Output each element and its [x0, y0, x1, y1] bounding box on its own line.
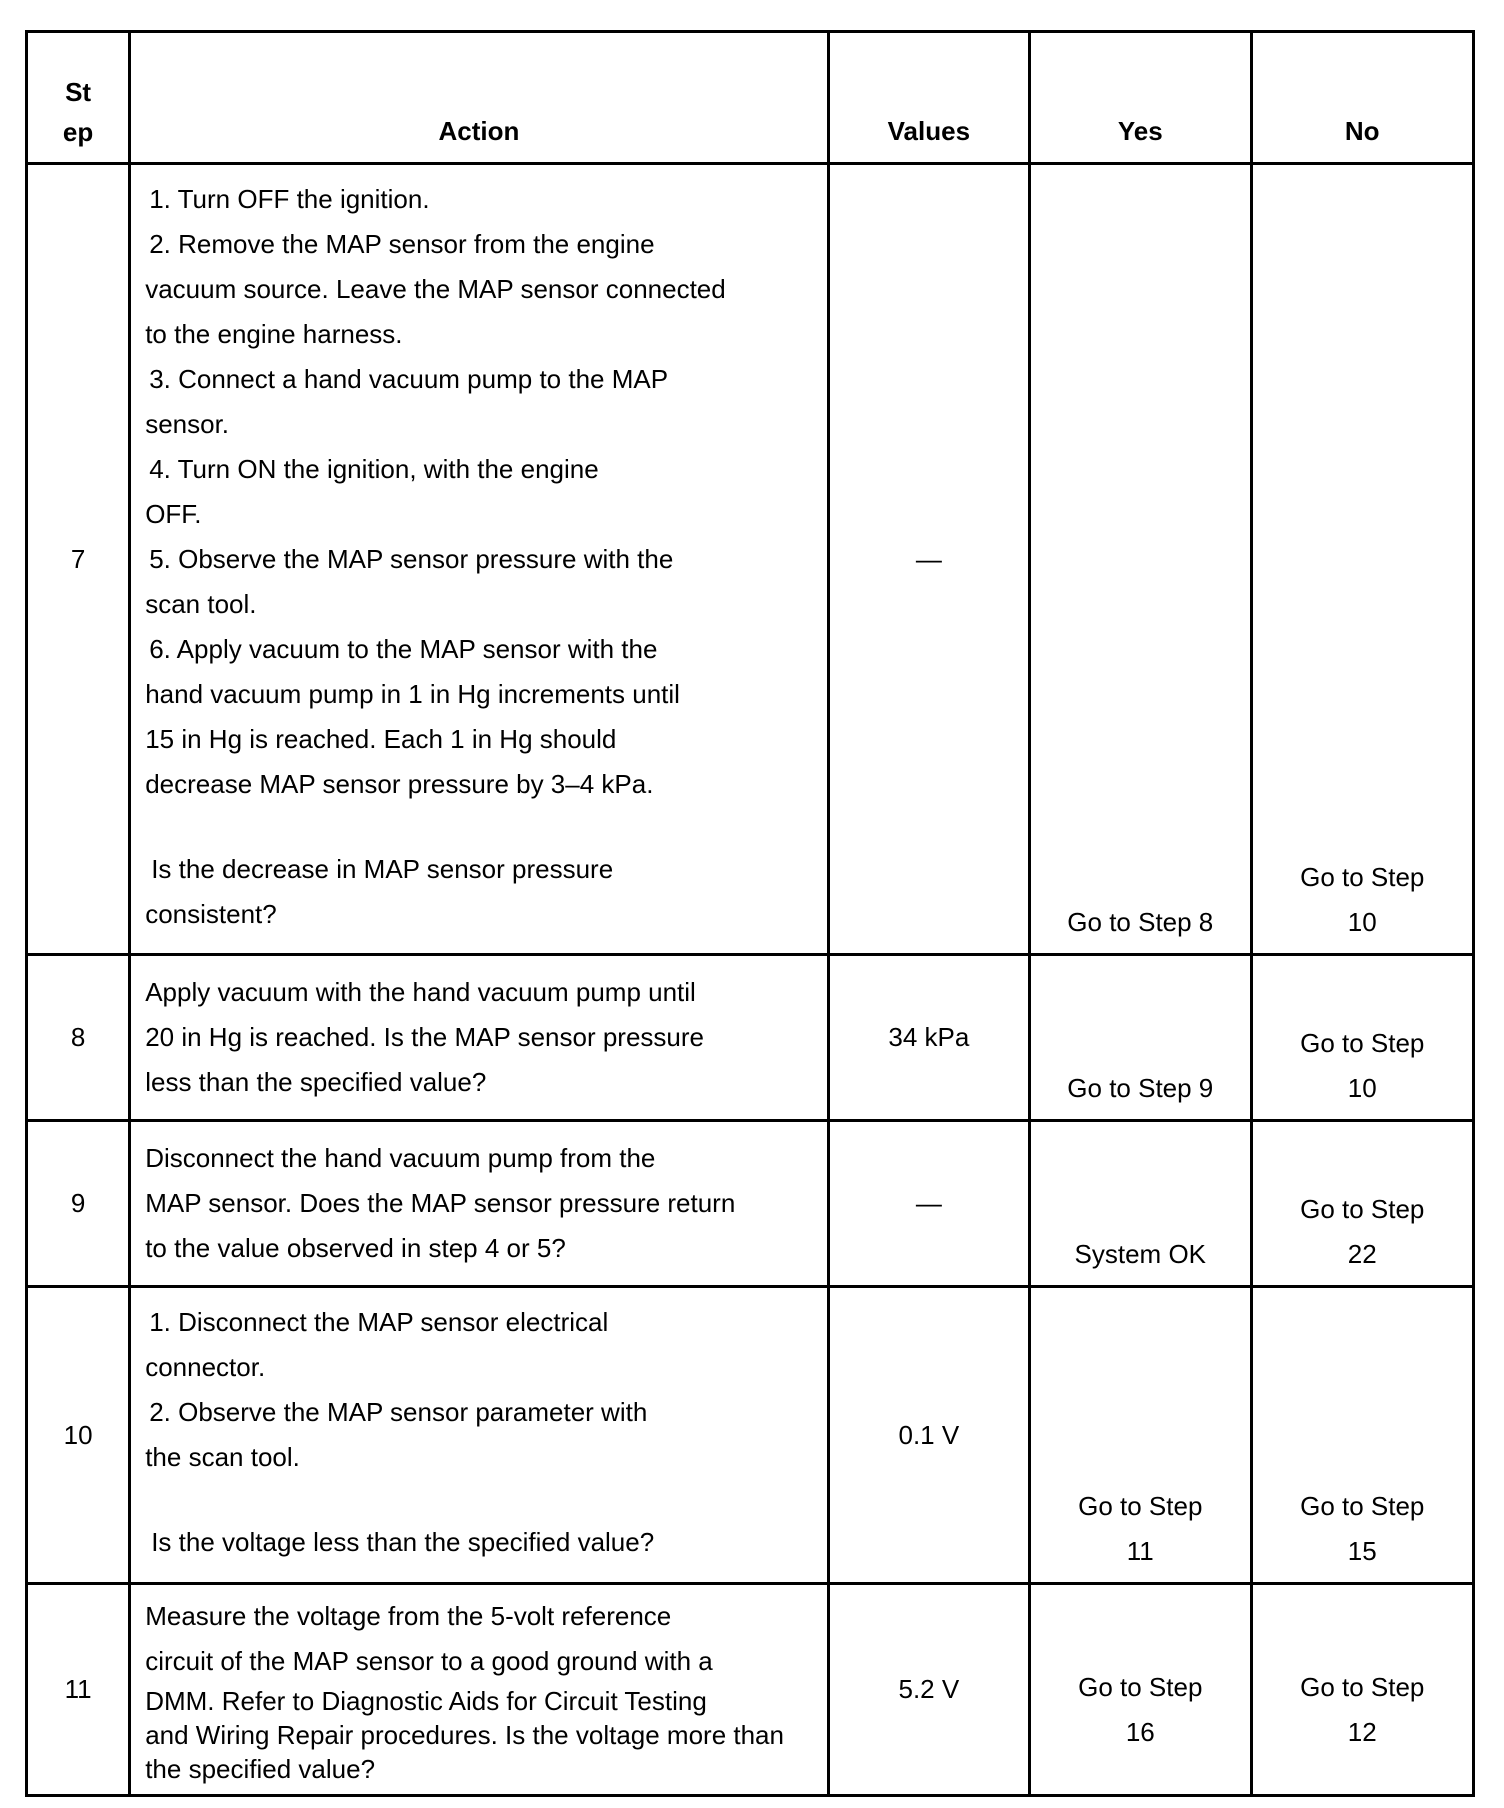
no-line2: 10 — [1347, 1073, 1377, 1103]
action-line: OFF. — [145, 499, 202, 529]
action-cell — [130, 1584, 828, 1796]
header-row — [27, 32, 1474, 164]
diagnostic-table — [25, 30, 1475, 1797]
spacer — [145, 807, 816, 847]
action-line: Measure the voltage from the 5-volt reference — [145, 1600, 672, 1631]
value-cell: 34 kPa — [828, 955, 1029, 1121]
action-line: decrease MAP sensor pressure by 3–4 kPa. — [145, 769, 654, 799]
action-line: 2. Observe the MAP sensor parameter with — [149, 1397, 648, 1427]
action-line: 1. Disconnect the MAP sensor electrical — [149, 1307, 609, 1337]
no-line1: Go to Step — [1300, 1028, 1425, 1058]
yes-line1: Go to Step — [1078, 1491, 1203, 1521]
value-cell: 0.1 V — [828, 1287, 1029, 1584]
value-cell: — — [828, 1121, 1029, 1287]
action-cell — [130, 955, 828, 1121]
yes-cell: System OK — [1030, 1121, 1251, 1287]
action-line: 1. Turn OFF the ignition. — [149, 184, 430, 214]
action-line: 5. Observe the MAP sensor pressure with the — [149, 544, 674, 574]
yes-cell — [1030, 1584, 1251, 1796]
step-number: 11 — [27, 1584, 130, 1796]
header-action: Action — [130, 32, 828, 164]
no-line1: Go to Step — [1300, 1671, 1425, 1702]
action-line: and Wiring Repair procedures. Is the voltage more than — [145, 1719, 784, 1750]
yes-cell: Go to Step 9 — [1030, 955, 1251, 1121]
header-step-line1: St — [65, 77, 92, 107]
action-cell — [130, 164, 828, 955]
no-cell — [1251, 164, 1474, 955]
action-line: 20 in Hg is reached. Is the MAP sensor pressure — [145, 1022, 704, 1052]
action-line: 15 in Hg is reached. Each 1 in Hg should — [145, 724, 617, 754]
action-line: to the engine harness. — [145, 319, 403, 349]
action-line: circuit of the MAP sensor to a good ground with a — [145, 1645, 713, 1676]
step-number: 9 — [27, 1121, 130, 1287]
no-line2: 22 — [1347, 1239, 1377, 1269]
action-line: vacuum source. Leave the MAP sensor connected — [145, 274, 726, 304]
action-line: 4. Turn ON the ignition, with the engine — [149, 454, 599, 484]
action-cell — [130, 1121, 828, 1287]
action-line: the scan tool. — [145, 1442, 300, 1472]
action-line: 2. Remove the MAP sensor from the engine — [149, 229, 655, 259]
question-line: consistent? — [145, 899, 277, 929]
table-row — [27, 1121, 1474, 1287]
header-no: No — [1251, 32, 1474, 164]
table-row — [27, 1584, 1474, 1796]
table-row — [27, 1287, 1474, 1584]
no-cell — [1251, 1287, 1474, 1584]
step-number: 10 — [27, 1287, 130, 1584]
action-line: less than the specified value? — [145, 1067, 487, 1097]
action-line: scan tool. — [145, 589, 257, 619]
header-values: Values — [828, 32, 1029, 164]
action-line: to the value observed in step 4 or 5? — [145, 1233, 566, 1263]
yes-line2: 11 — [1126, 1536, 1154, 1566]
action-cell — [130, 1287, 828, 1584]
value-cell: 5.2 V — [828, 1584, 1029, 1796]
action-line: Disconnect the hand vacuum pump from the — [145, 1143, 656, 1173]
action-line: connector. — [145, 1352, 266, 1382]
no-line1: Go to Step — [1300, 862, 1425, 892]
no-line1: Go to Step — [1300, 1194, 1425, 1224]
action-line: DMM. Refer to Diagnostic Aids for Circuit Testing — [145, 1685, 707, 1716]
value-cell: — — [828, 164, 1029, 955]
action-line: the specified value? — [145, 1753, 376, 1784]
question-line: Is the decrease in MAP sensor pressure — [151, 854, 614, 884]
action-line: 6. Apply vacuum to the MAP sensor with the — [149, 634, 658, 664]
no-line2: 12 — [1347, 1716, 1377, 1747]
spacer — [145, 1480, 816, 1520]
no-line1: Go to Step — [1300, 1491, 1425, 1521]
action-line: MAP sensor. Does the MAP sensor pressure return — [145, 1188, 736, 1218]
action-line: Apply vacuum with the hand vacuum pump until — [145, 977, 696, 1007]
header-step-line2: ep — [62, 117, 94, 147]
step-number: 8 — [27, 955, 130, 1121]
action-line: sensor. — [145, 409, 230, 439]
action-line: hand vacuum pump in 1 in Hg increments until — [145, 679, 680, 709]
yes-cell — [1030, 1287, 1251, 1584]
table-row — [27, 955, 1474, 1121]
yes-line2: 16 — [1125, 1716, 1155, 1747]
yes-line1: Go to Step — [1078, 1671, 1203, 1702]
header-yes: Yes — [1030, 32, 1251, 164]
header-step — [27, 32, 130, 164]
no-line2: 10 — [1347, 907, 1377, 937]
step-number: 7 — [27, 164, 130, 955]
action-line: 3. Connect a hand vacuum pump to the MAP — [149, 364, 669, 394]
table-row — [27, 164, 1474, 955]
no-line2: 15 — [1347, 1536, 1377, 1566]
no-cell — [1251, 955, 1474, 1121]
question-line: Is the voltage less than the specified value? — [151, 1527, 655, 1557]
no-cell — [1251, 1121, 1474, 1287]
no-cell — [1251, 1584, 1474, 1796]
yes-cell: Go to Step 8 — [1030, 164, 1251, 955]
